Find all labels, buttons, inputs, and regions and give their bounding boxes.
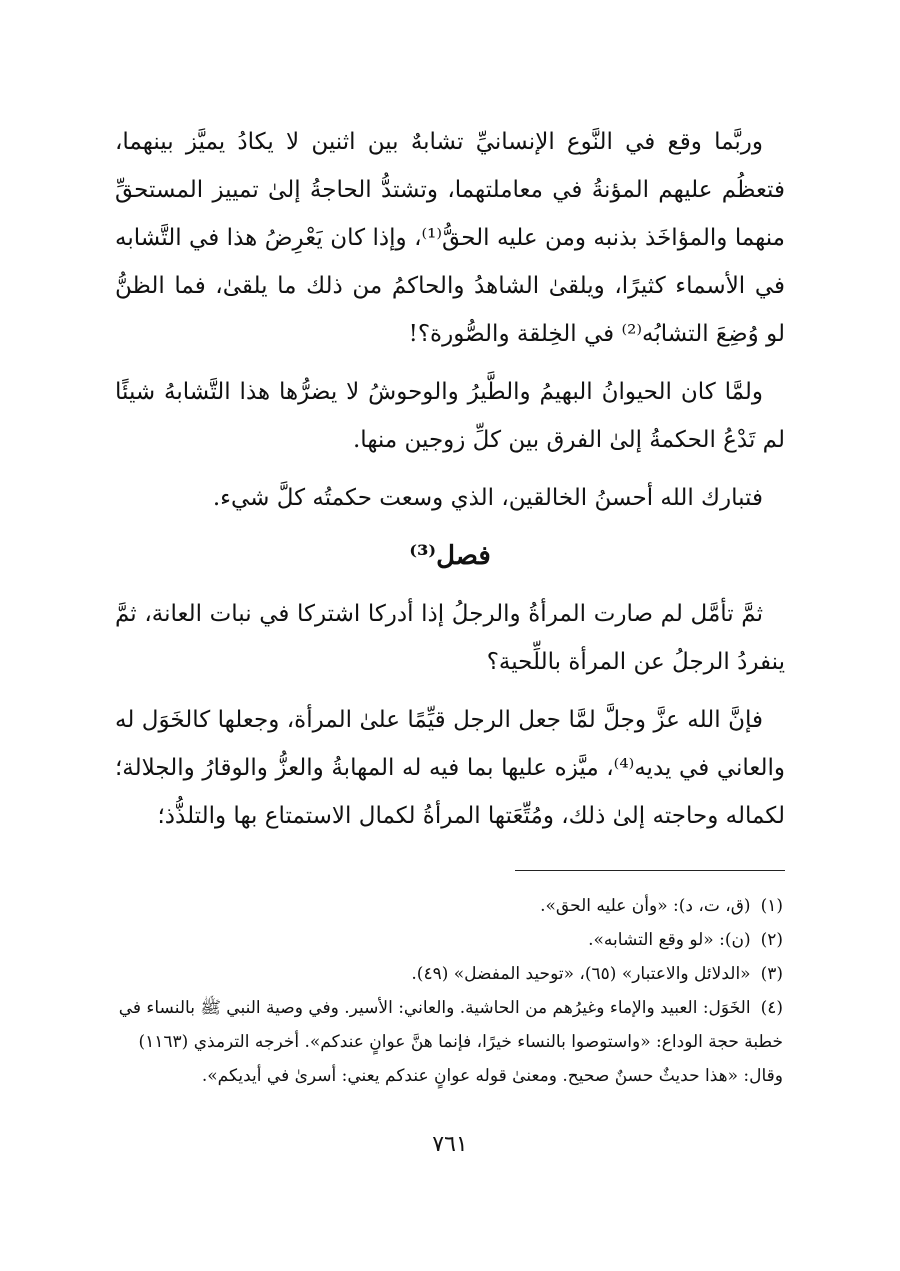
footnote-text: الخَوَل: العبيد والإماء وغيرُهم من الحاشية. والعاني: الأسير. وفي وصية النبي ﷺ بالنساء في خطبة حجة الوداع: «واستوصوا بالنساء خيرًا، فإنما هنَّ عوانٍ عندكم». أخرجه الترمذي (١١٦٣) وقال: «هذا حديثٌ حسنٌ صحيح. ومعنىٰ قوله عوانٍ عندكم يعني: أسرىٰ في أيديكم». (118, 998, 783, 1086)
paragraph-3: فتبارك الله أحسنُ الخالقين، الذي وسعت حكمتُه كلَّ شيء. (212, 485, 763, 511)
footnote-number: (٢) (760, 930, 783, 950)
paragraph-1: وربَّما وقع في النَّوع الإنسانيِّ تشابهٌ بين اثنين لا يكادُ يميَّز بينهما، فتعظُم عليهم المؤنةُ في معاملتهما، وتشتدُّ الحاجةُ إلىٰ تمييز المستحقِّ منهما والمؤاخَذ بذنبه ومن عليه الحقُّ⁽¹⁾، وإذا كان يَعْرِضُ هذا في التَّشابه في الأسماء كثيرًا، ويلقىٰ الشاهدُ والحاكمُ من ذلك ما يلقىٰ، فما الظنُّ لو وُضِعَ التشابُه⁽²⁾ في الخِلقة والصُّورة؟! (115, 129, 786, 347)
paragraph-2: ولمَّا كان الحيوانُ البهيمُ والطَّيرُ والوحوشُ لا يضرُّها هذا التَّشابهُ شيئًا لم تَدْعُ الحكمةُ إلىٰ الفرق بين كلِّ زوجين منها. (115, 379, 785, 453)
footnote-number: (١) (760, 896, 783, 916)
page-number: ٧٦١ (432, 1132, 468, 1157)
paragraph-4: ثمَّ تأمَّل لم صارت المرأةُ والرجلُ إذا أدركا اشتركا في نبات العانة، ثمَّ ينفردُ الرجلُ عن المرأة باللِّحية؟ (115, 601, 785, 675)
footnote-4 (115, 991, 785, 1093)
footnotes (115, 889, 785, 1093)
footnote-number: (٤) (760, 998, 783, 1018)
footnote-divider (515, 870, 785, 871)
footnote-text: (ن): «لو وقع التشابه». (588, 930, 751, 950)
footnote-number: (٣) (760, 964, 783, 984)
footnote-2 (115, 923, 785, 957)
page-body (115, 118, 785, 1093)
paragraph-5: فإنَّ الله عزَّ وجلَّ لمَّا جعل الرجل قيِّمًا علىٰ المرأة، وجعلها كالخَوَل له والعاني في يديه⁽⁴⁾، ميَّزه عليها بما فيه له المهابةُ والعزُّ والوقارُ والجلالة؛ لكماله وحاجته إلىٰ ذلك، ومُتِّعَتها المرأةُ لكمال الاستمتاع بها والتلذُّذ؛ (115, 707, 786, 829)
footnote-1 (115, 889, 785, 923)
footnote-3 (115, 957, 785, 991)
footnote-text: «الدلائل والاعتبار» (٦٥)، «توحيد المفضل» (٤٩). (411, 964, 751, 984)
footnote-text: (ق، ت، د): «وأن عليه الحق». (540, 896, 751, 916)
section-heading: فصل⁽³⁾ (409, 541, 491, 571)
